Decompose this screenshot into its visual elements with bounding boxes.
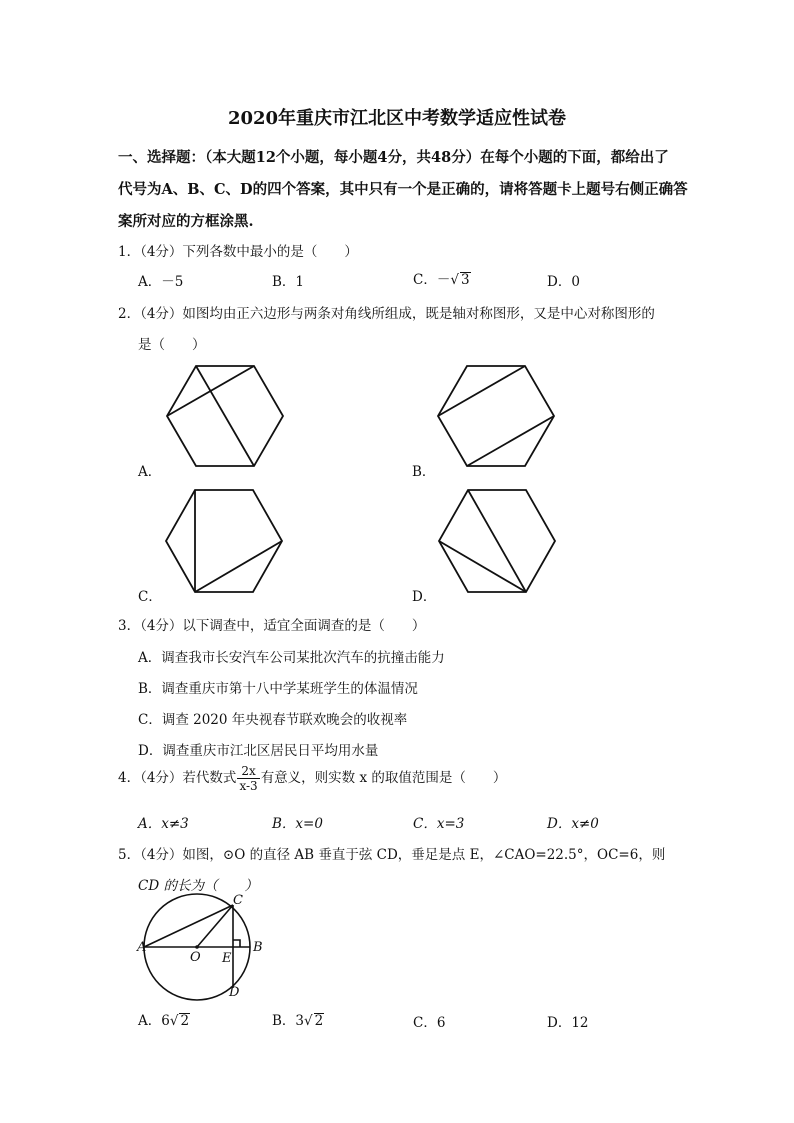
- question-1-option-d: D．0: [547, 274, 580, 290]
- question-4-option-c: C．x=3: [413, 816, 465, 832]
- question-3-option-d: D．调查重庆市江北区居民日平均用水量: [138, 743, 379, 759]
- question-1-option-a: A．－5: [138, 274, 184, 290]
- question-4-stem-pre: 4．（4分）若代数式: [118, 770, 237, 786]
- question-3-option-a: A．调查我市长安汽车公司某批次汽车的抗撞击能力: [138, 650, 445, 666]
- question-5-stem-line-1: 5．（4分）如图，⊙O 的直径 AB 垂直于弦 CD，垂足是点 E，∠CAO=22.5°，OC=6，则: [118, 847, 666, 863]
- section-instructions-line-1: 一、选择题：（本大题12个小题，每小题4分，共48分）在每个小题的下面，都给出了: [118, 149, 669, 166]
- fraction-denominator: x-3: [239, 779, 258, 793]
- segment-oc: [197, 905, 233, 947]
- question-3-stem: 3．（4分）以下调查中，适宜全面调查的是（ ）: [118, 618, 426, 634]
- question-2-stem-line-2: 是（ ）: [138, 337, 206, 353]
- question-3-option-c: C．调查 2020 年央视春节联欢晚会的收视率: [138, 712, 408, 728]
- label-b: B: [253, 940, 263, 955]
- sqrt-symbol: √: [169, 1013, 179, 1029]
- question-2-option-a: A．: [138, 464, 162, 480]
- sqrt-symbol: √: [450, 272, 459, 288]
- question-1-option-b: B．1: [272, 274, 305, 290]
- question-3-option-b: B．调查重庆市第十八中学某班学生的体温情况: [138, 681, 418, 697]
- question-2-option-b: B．: [412, 464, 436, 480]
- question-5-option-c: C．6: [413, 1015, 446, 1031]
- label-a: A: [137, 940, 147, 955]
- center-point: [195, 945, 199, 949]
- question-5-stem-line-2: CD 的长为（ ）: [138, 878, 258, 894]
- question-5-option-b-radicand: 2: [314, 1013, 324, 1029]
- right-angle-marker: [233, 940, 240, 947]
- label-d: D: [229, 985, 240, 1000]
- question-2-stem-line-1: 2．（4分）如图均由正六边形与两条对角线所组成，既是轴对称图形，又是中心对称图形的: [118, 306, 655, 322]
- question-1-stem: 1．（4分）下列各数中最小的是（ ）: [118, 244, 358, 260]
- question-5-option-b: [272, 1009, 324, 1029]
- question-4-option-b: B．x=0: [272, 816, 323, 832]
- question-5-option-b-prefix: B．3: [272, 1013, 305, 1029]
- question-5-option-d: D．12: [547, 1015, 589, 1031]
- question-5-option-a-radicand: 2: [180, 1013, 190, 1029]
- question-5-option-a-prefix: A．6: [138, 1013, 170, 1029]
- question-4-option-a: A．x≠3: [138, 816, 189, 832]
- question-4-stem-post: 有意义，则实数 x 的取值范围是（ ）: [260, 770, 507, 786]
- question-2-option-c: C．: [138, 589, 162, 605]
- question-1-option-c-radicand: 3: [460, 272, 470, 288]
- question-2-option-d: D．: [412, 589, 437, 605]
- fraction-numerator: 2x: [237, 764, 259, 779]
- section-instructions-line-2: 代号为A、B、C、D的四个答案，其中只有一个是正确的，请将答题卡上题号右侧正确答: [118, 181, 688, 198]
- sqrt-symbol: √: [304, 1013, 313, 1029]
- label-o: O: [190, 950, 201, 965]
- label-e: E: [222, 951, 232, 966]
- label-c: C: [233, 893, 243, 908]
- question-5-option-a: [138, 1009, 190, 1029]
- section-instructions-line-3: 案所对应的方框涂黑.: [118, 213, 254, 230]
- question-1-option-c-prefix: C．－: [413, 272, 451, 288]
- page-title: 2020年重庆市江北区中考数学适应性试卷: [227, 108, 567, 129]
- question-4-option-d: D．x≠0: [547, 816, 599, 832]
